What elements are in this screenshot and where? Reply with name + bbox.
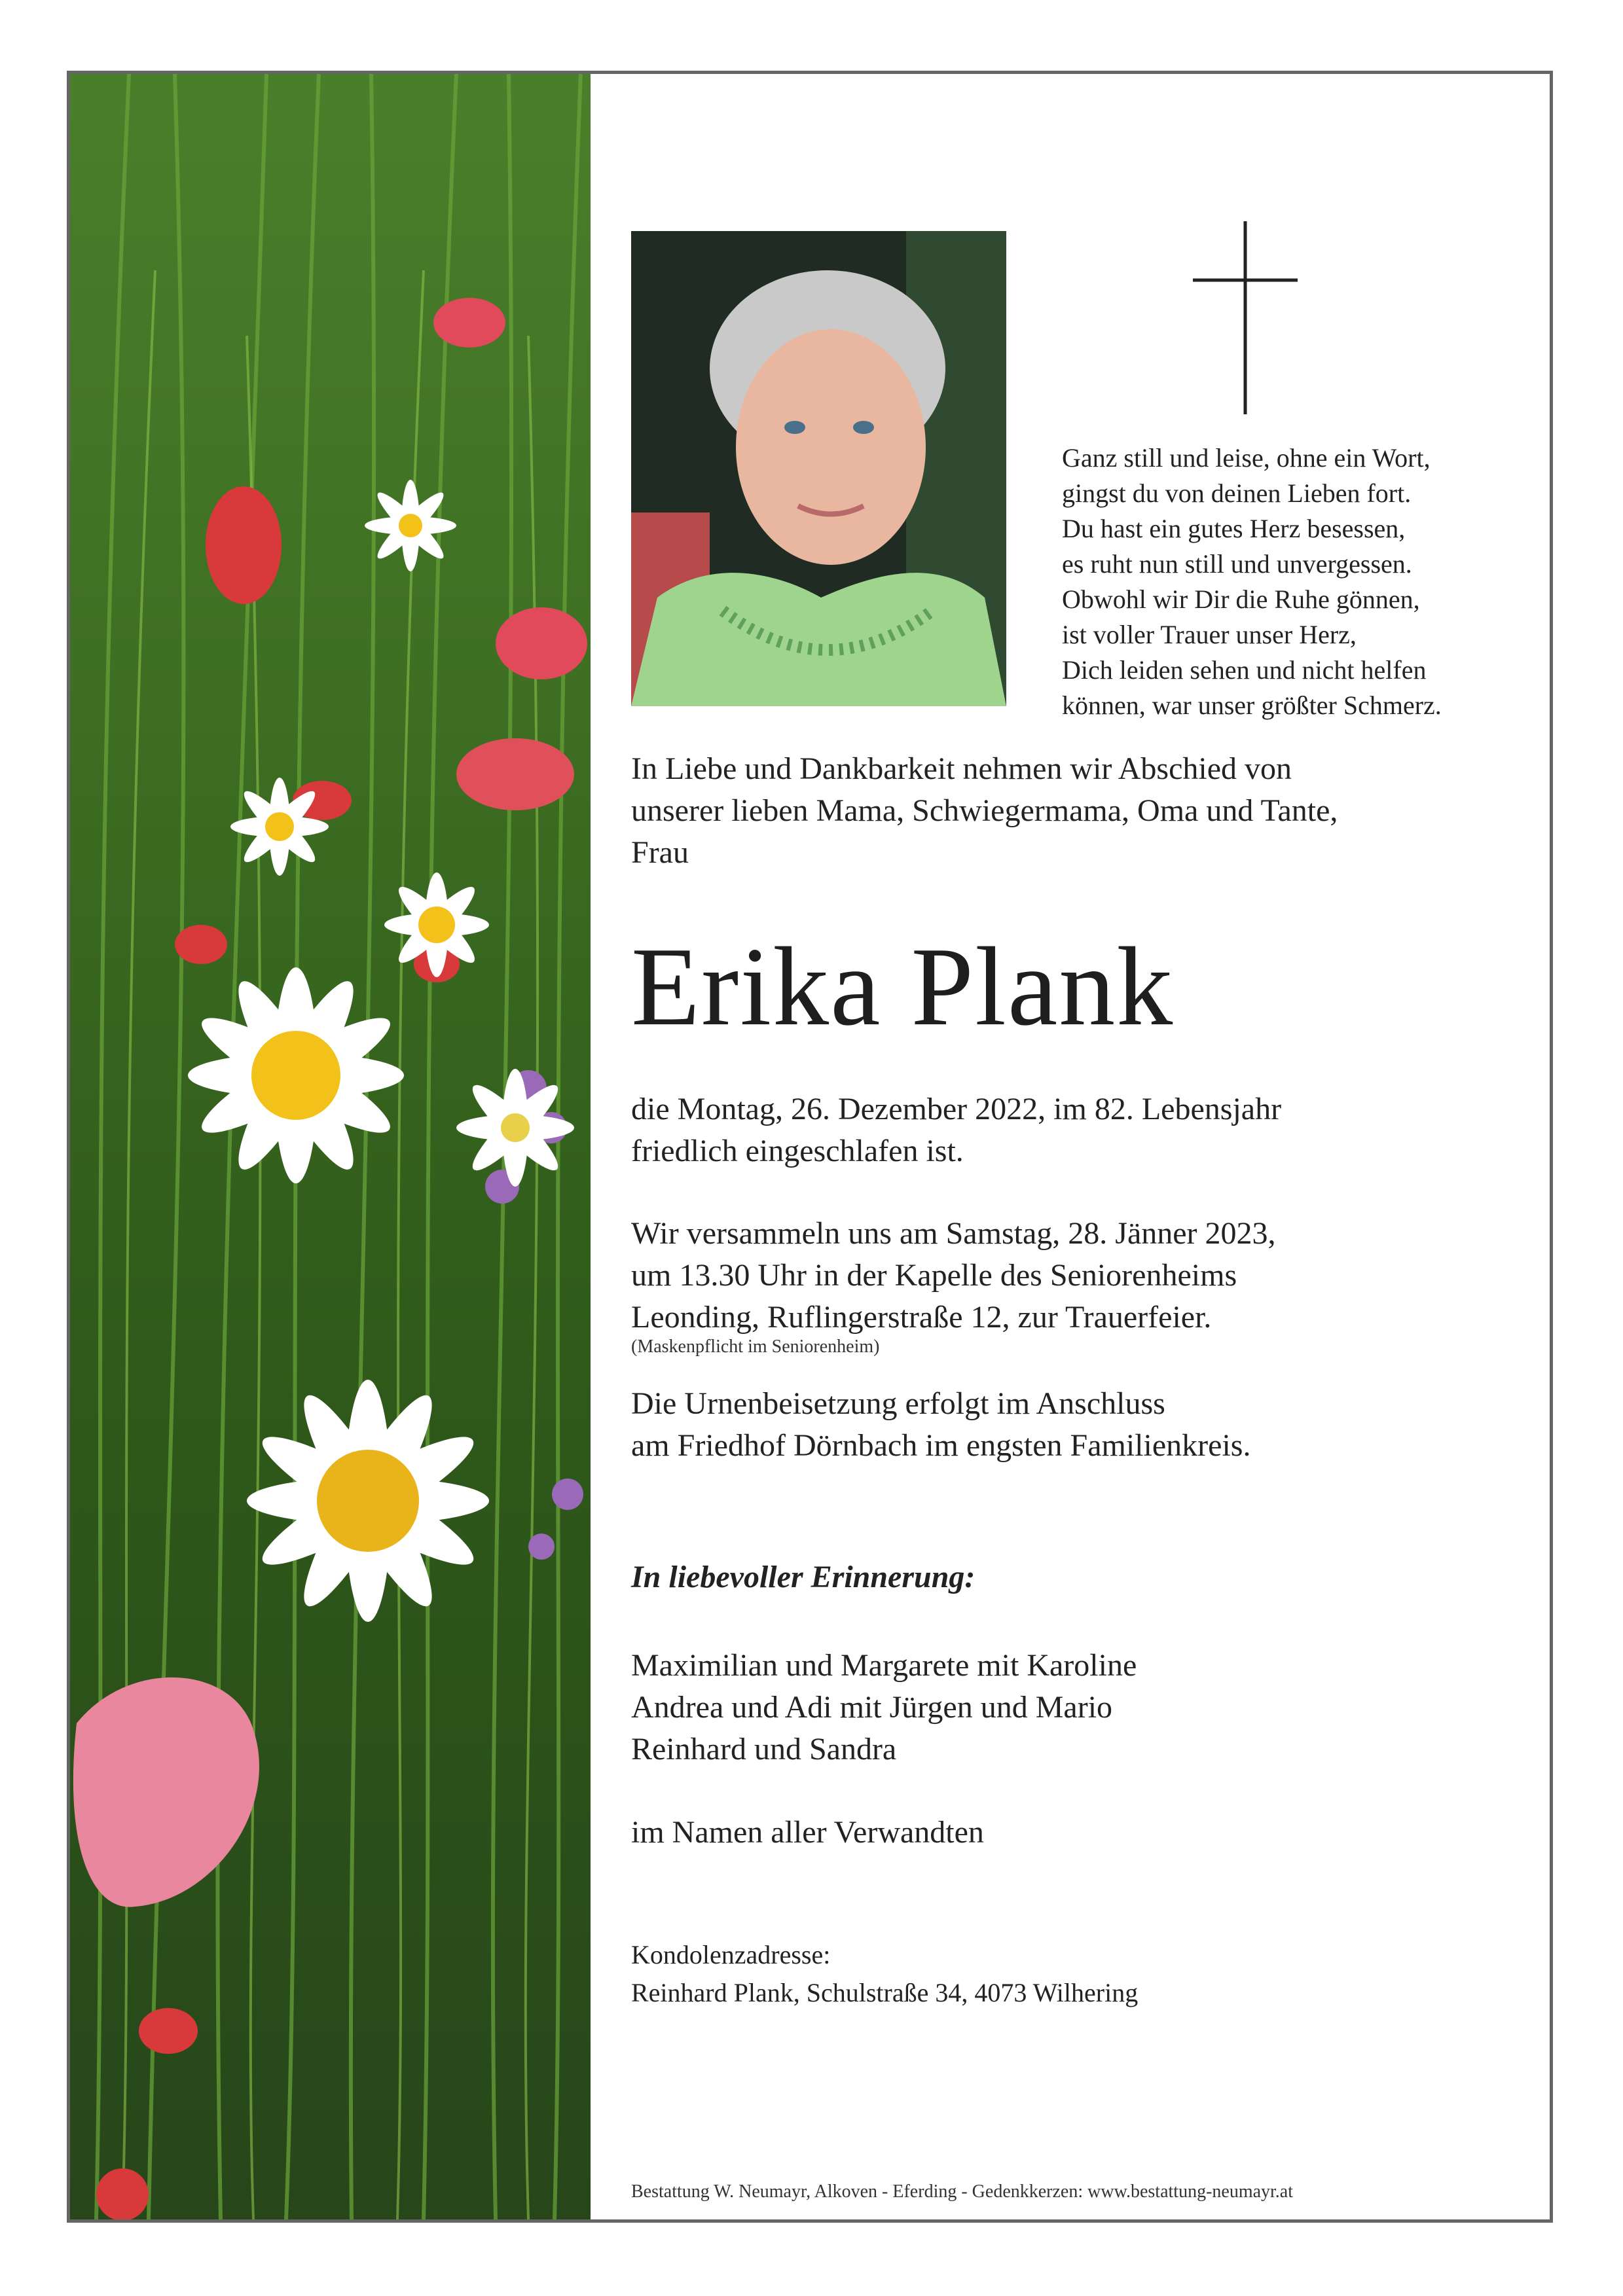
cross-icon <box>1193 221 1298 414</box>
condolence-label: Kondolenzadresse: <box>631 1940 831 1969</box>
meadow-illustration <box>70 74 591 2219</box>
portrait-photo <box>631 231 1006 706</box>
mourners-list <box>631 1645 1137 1770</box>
flower-meadow-image <box>70 74 591 2219</box>
relatives-line: im Namen aller Verwandten <box>631 1815 984 1850</box>
funeral-service-details: Wir versammeln uns am Samstag, 28. Jänner 2023, um 13.30 Uhr in der Kapelle des Seniorenheims Leonding, Ruflingerstraße 12, zur Trauerfeier. <box>631 1216 1276 1335</box>
condolence-address-block <box>631 1936 1138 2012</box>
mourner-line: Reinhard und Sandra <box>631 1732 897 1767</box>
memorial-poem: Ganz still und leise, ohne ein Wort, gingst du von deinen Lieben fort. Du hast ein gutes Herz besessen, es ruht nun still und unvergessen. Obwohl wir Dir die Ruhe gönnen, ist voller Trauer unser Herz, Dich leiden sehen und nicht helfen können, war unser größter Schmerz. <box>1062 443 1442 720</box>
urn-burial-details: Die Urnenbeisetzung erfolgt im Anschluss am Friedhof Dörnbach im engsten Familienkreis. <box>631 1386 1251 1463</box>
condolence-address: Reinhard Plank, Schulstraße 34, 4073 Wilhering <box>631 1978 1139 2007</box>
mourner-line: Andrea und Adi mit Jürgen und Mario <box>631 1690 1113 1725</box>
deceased-name: Erika Plank <box>631 925 1175 1049</box>
farewell-intro: In Liebe und Dankbarkeit nehmen wir Abschied von unserer lieben Mama, Schwiegermama, Oma und Tante, Frau <box>631 751 1338 870</box>
memory-heading: In liebevoller Erinnerung: <box>631 1560 976 1594</box>
obituary-card <box>67 71 1553 2223</box>
mourner-line: Maximilian und Margarete mit Karoline <box>631 1648 1137 1683</box>
funeral-home-footer: Bestattung W. Neumayr, Alkoven - Eferding - Gedenkkerzen: www.bestattung-neumayr.at <box>631 2181 1294 2202</box>
mask-requirement-note: (Maskenpflicht im Seniorenheim) <box>631 1336 880 1357</box>
passing-date: die Montag, 26. Dezember 2022, im 82. Lebensjahr friedlich eingeschlafen ist. <box>631 1092 1282 1168</box>
portrait-illustration <box>631 231 1006 706</box>
obituary-text-panel <box>591 74 1550 2219</box>
